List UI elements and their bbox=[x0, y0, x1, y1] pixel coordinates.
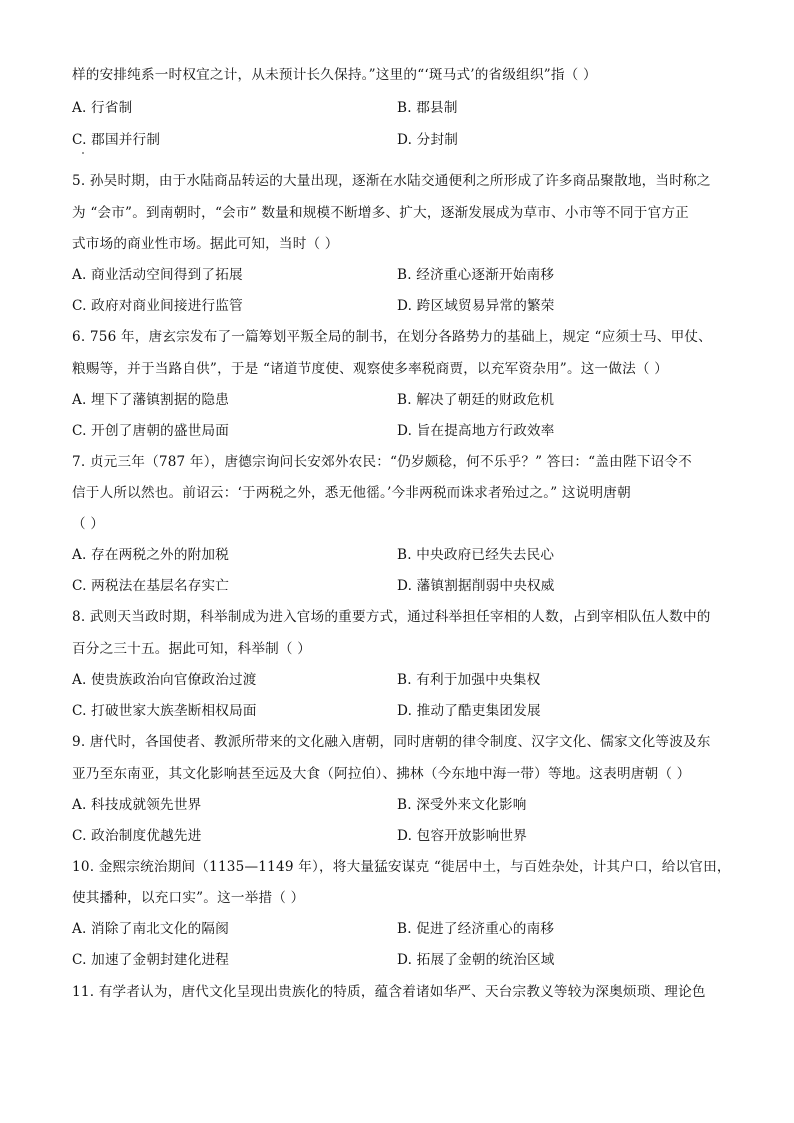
q8-stem-line-2: 百分之三十五。据此可知，科举制（ ） bbox=[72, 641, 312, 657]
q8-option-d: D. 推动了酷吏集团发展 bbox=[397, 703, 541, 719]
q4-option-c: C. 郡国并行制 bbox=[72, 132, 161, 148]
q8-option-a: A. 使贵族政治向官僚政治过渡 bbox=[72, 672, 257, 688]
q9-option-d: D. 包容开放影响世界 bbox=[397, 828, 528, 844]
q4-option-a: A. 行省制 bbox=[72, 100, 133, 116]
q10-option-d: D. 拓展了金朝的统治区域 bbox=[397, 952, 555, 968]
q5-stem-line-2: 为 “会市”。到南朝时，“会市” 数量和规模不断增多、扩大，逐渐发展成为草市、小市等不同于官方正 bbox=[72, 205, 689, 221]
q7-option-a: A. 存在两税之外的附加税 bbox=[72, 547, 229, 563]
q7-stem-line-2: 信于人所以然也。前诏云：‘于两税之外，悉无他徭。’今非两税而诛求者殆过之。” 这说明唐朝 bbox=[72, 485, 631, 501]
q5-stem-line-3: 式市场的商业性市场。据此可知，当时（ ） bbox=[72, 236, 339, 252]
q10-option-a: A. 消除了南北文化的隔阂 bbox=[72, 921, 229, 937]
q10-option-b: B. 促进了经济重心的南移 bbox=[397, 921, 555, 937]
q5-stem-line-1: 5. 孙吴时期，由于水陆商品转运的大量出现，逐渐在水陆交通便利之所形成了许多商品聚散地，当时称之 bbox=[72, 173, 711, 189]
q11-stem-line-1: 11. 有学者认为，唐代文化呈现出贵族化的特质，蕴含着诸如华严、天台宗教义等较为深奥烦琐、理论色 bbox=[72, 984, 706, 1000]
q8-option-b: B. 有利于加强中央集权 bbox=[397, 672, 541, 688]
q4-option-d: D. 分封制 bbox=[397, 132, 459, 148]
q6-option-c: C. 开创了唐朝的盛世局面 bbox=[72, 423, 230, 439]
q6-stem-line-2: 粮赐等，并于当路自供”，于是 “诸道节度使、观察使多率税商贾，以充军资杂用”。这一做法（ ） bbox=[72, 361, 669, 377]
q8-option-c: C. 打破世家大族垄断相权局面 bbox=[72, 703, 257, 719]
q10-stem-line-1: 10. 金熙宗统治期间（1135—1149 年），将大量猛安谋克 “徙居中土，与百姓杂处，计其户口，给以官田， bbox=[72, 859, 731, 875]
q5-option-c: C. 政府对商业间接进行监管 bbox=[72, 298, 243, 314]
q7-option-d: D. 藩镇割据削弱中央权威 bbox=[397, 578, 555, 594]
q9-option-b: B. 深受外来文化影响 bbox=[397, 797, 527, 813]
q6-stem-line-1: 6. 756 年，唐玄宗发布了一篇筹划平叛全局的制书，在划分各路势力的基础上，规定 “应须士马、甲仗、 bbox=[72, 329, 712, 345]
q9-option-a: A. 科技成就领先世界 bbox=[72, 797, 202, 813]
q7-option-b: B. 中央政府已经失去民心 bbox=[397, 547, 555, 563]
q8-stem-line-1: 8. 武则天当政时期，科举制成为进入官场的重要方式，通过科举担任宰相的人数，占到宰相队伍人数中的 bbox=[72, 609, 711, 625]
q9-stem-line-2: 亚乃至东南亚，其文化影响甚至远及大食（阿拉伯）、拂林（今东地中海一带）等地。这表明唐朝（ ） bbox=[72, 766, 691, 782]
q6-option-a: A. 埋下了藩镇割据的隐患 bbox=[72, 392, 229, 408]
q6-option-b: B. 解决了朝廷的财政危机 bbox=[397, 392, 555, 408]
q6-option-d: D. 旨在提高地方行政效率 bbox=[397, 423, 555, 439]
q7-stem-line-1: 7. 贞元三年（787 年），唐德宗询问长安郊外农民：“仍岁颇稔，何不乐乎？” 答曰：“盖由陛下诏令不 bbox=[72, 454, 692, 470]
q9-stem-line-1: 9. 唐代时，各国使者、教派所带来的文化融入唐朝，同时唐朝的律令制度、汉字文化、儒家文化等波及东 bbox=[72, 734, 711, 750]
q4-stem-line: 样的安排纯系一时权宜之计，从未预计长久保持。”这里的“‘斑马式’的省级组织”指（ ） bbox=[72, 67, 597, 83]
q7-stem-line-3: （ ） bbox=[72, 516, 105, 532]
scan-speck bbox=[82, 152, 84, 154]
q5-option-d: D. 跨区域贸易异常的繁荣 bbox=[397, 298, 555, 314]
q10-stem-line-2: 使其播种，以充口实”。这一举措（ ） bbox=[72, 890, 305, 906]
q5-option-a: A. 商业活动空间得到了拓展 bbox=[72, 267, 243, 283]
q5-option-b: B. 经济重心逐渐开始南移 bbox=[397, 267, 555, 283]
q4-option-b: B. 郡县制 bbox=[397, 100, 458, 116]
q10-option-c: C. 加速了金朝封建化进程 bbox=[72, 952, 230, 968]
q7-option-c: C. 两税法在基层名存实亡 bbox=[72, 578, 230, 594]
q9-option-c: C. 政治制度优越先进 bbox=[72, 828, 202, 844]
